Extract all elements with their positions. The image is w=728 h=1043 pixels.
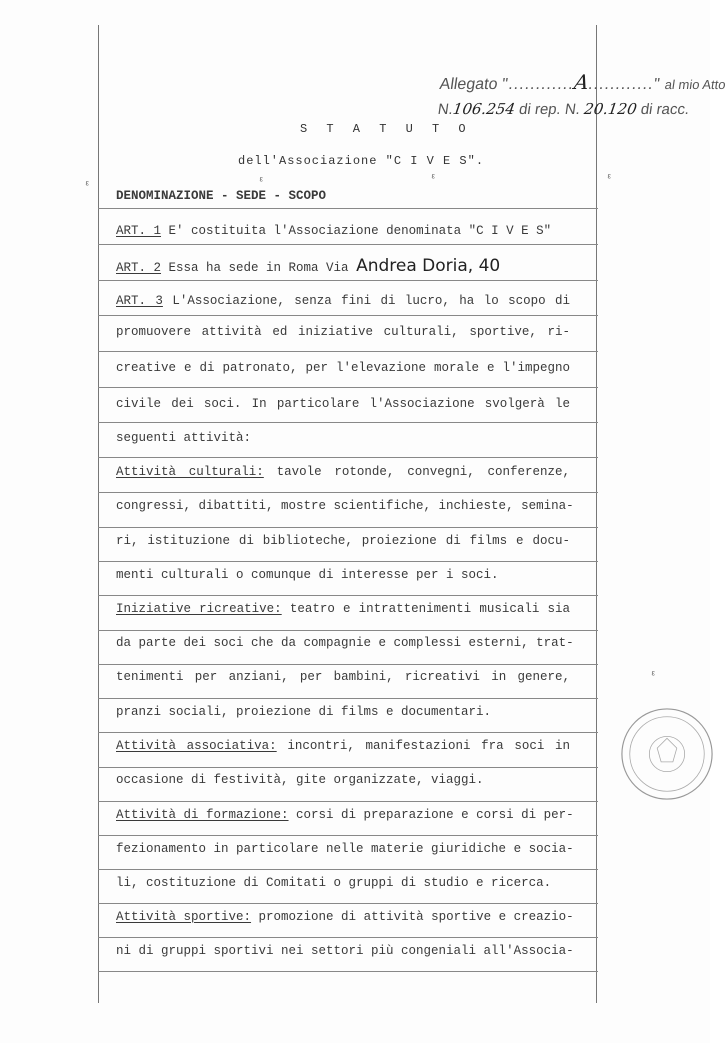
ruled-line <box>98 937 598 938</box>
ruled-line <box>98 457 598 458</box>
right-margin-rule <box>596 25 597 1003</box>
text-line: promuovere attività ed iniziative culturali, sportive, ri- <box>116 325 570 339</box>
ruled-line <box>98 835 598 836</box>
recreational-initiatives: Iniziative ricreative: teatro e intrattenimenti musicali sia <box>116 602 570 616</box>
ruled-line <box>98 664 598 665</box>
cultural-activities: Attività culturali: tavole rotonde, convegni, conferenze, <box>116 465 570 479</box>
handwritten-address: Andrea Doria, 40 <box>356 256 501 276</box>
ruled-line <box>98 732 598 733</box>
text-line: occasione di festività, gite organizzate, viaggi. <box>116 773 484 787</box>
ruled-line <box>98 767 598 768</box>
ruled-line <box>98 244 598 245</box>
ruled-line <box>98 527 598 528</box>
allegato-stamp: Allegato "............A............" al mio Atto <box>438 70 727 94</box>
ruled-line <box>98 280 598 281</box>
ruled-line <box>98 630 598 631</box>
associative-activities: Attività associativa: incontri, manifestazioni fra soci in <box>116 739 570 753</box>
margin-tick: ᵋ <box>650 670 657 682</box>
ruled-line <box>98 698 598 699</box>
ruled-line <box>98 387 598 388</box>
article-3: ART. 3 L'Associazione, senza fini di lucro, ha lo scopo di <box>116 294 570 308</box>
ruled-line <box>98 869 598 870</box>
text-line: pranzi sociali, proiezione di films e documentari. <box>116 705 492 719</box>
margin-tick: ᵋ <box>84 180 91 192</box>
ruled-line <box>98 315 598 316</box>
ruled-line <box>98 422 598 423</box>
text-line: li, costituzione di Comitati o gruppi di studio e ricerca. <box>116 876 552 890</box>
ruled-line <box>98 595 598 596</box>
document-title: S T A T U T O <box>300 122 472 136</box>
text-line: ri, istituzione di biblioteche, proiezione di films e docu- <box>116 534 570 548</box>
repertorio-stamp: N.106.254 di rep. N. 20.120 di racc. <box>436 100 691 118</box>
text-line: civile dei soci. In particolare l'Associazione svolgerà le <box>116 397 570 411</box>
ruled-line <box>98 903 598 904</box>
text-line: seguenti attività: <box>116 431 252 445</box>
text-line: da parte dei soci che da compagnie e complessi esterni, trat- <box>116 636 574 650</box>
ruled-line <box>98 351 598 352</box>
text-line: tenimenti per anziani, per bambini, ricreativi in genere, <box>116 670 570 684</box>
ruled-line <box>98 492 598 493</box>
text-line: fezionamento in particolare nelle materie giuridiche e socia- <box>116 842 574 856</box>
notary-seal <box>618 705 716 803</box>
sports-activities: Attività sportive: promozione di attività sportive e creazio- <box>116 910 574 924</box>
ruled-line <box>98 208 598 209</box>
training-activities: Attività di formazione: corsi di preparazione e corsi di per- <box>116 808 574 822</box>
text-line: congressi, dibattiti, mostre scientifiche, inchieste, semina- <box>116 499 574 513</box>
left-margin-rule <box>98 25 99 1003</box>
article-2: ART. 2 Essa ha sede in Roma Via Andrea Doria, 40 <box>116 256 501 276</box>
margin-tick: ᵋ <box>606 173 613 185</box>
text-line: menti culturali o comunque di interesse per i soci. <box>116 568 499 582</box>
ruled-line <box>98 561 598 562</box>
text-line: creative e di patronato, per l'elevazione morale e l'impegno <box>116 361 570 375</box>
margin-tick: ᵋ <box>430 173 437 185</box>
article-1: ART. 1 E' costituita l'Associazione denominata "C I V E S" <box>116 224 552 238</box>
section-heading: DENOMINAZIONE - SEDE - SCOPO <box>116 189 327 203</box>
ruled-line <box>98 971 598 972</box>
document-subtitle: dell'Associazione "C I V E S". <box>238 154 485 168</box>
text-line: ni di gruppi sportivi nei settori più congeniali all'Associa- <box>116 944 574 958</box>
ruled-line <box>98 801 598 802</box>
margin-tick: ᵋ <box>258 176 265 188</box>
